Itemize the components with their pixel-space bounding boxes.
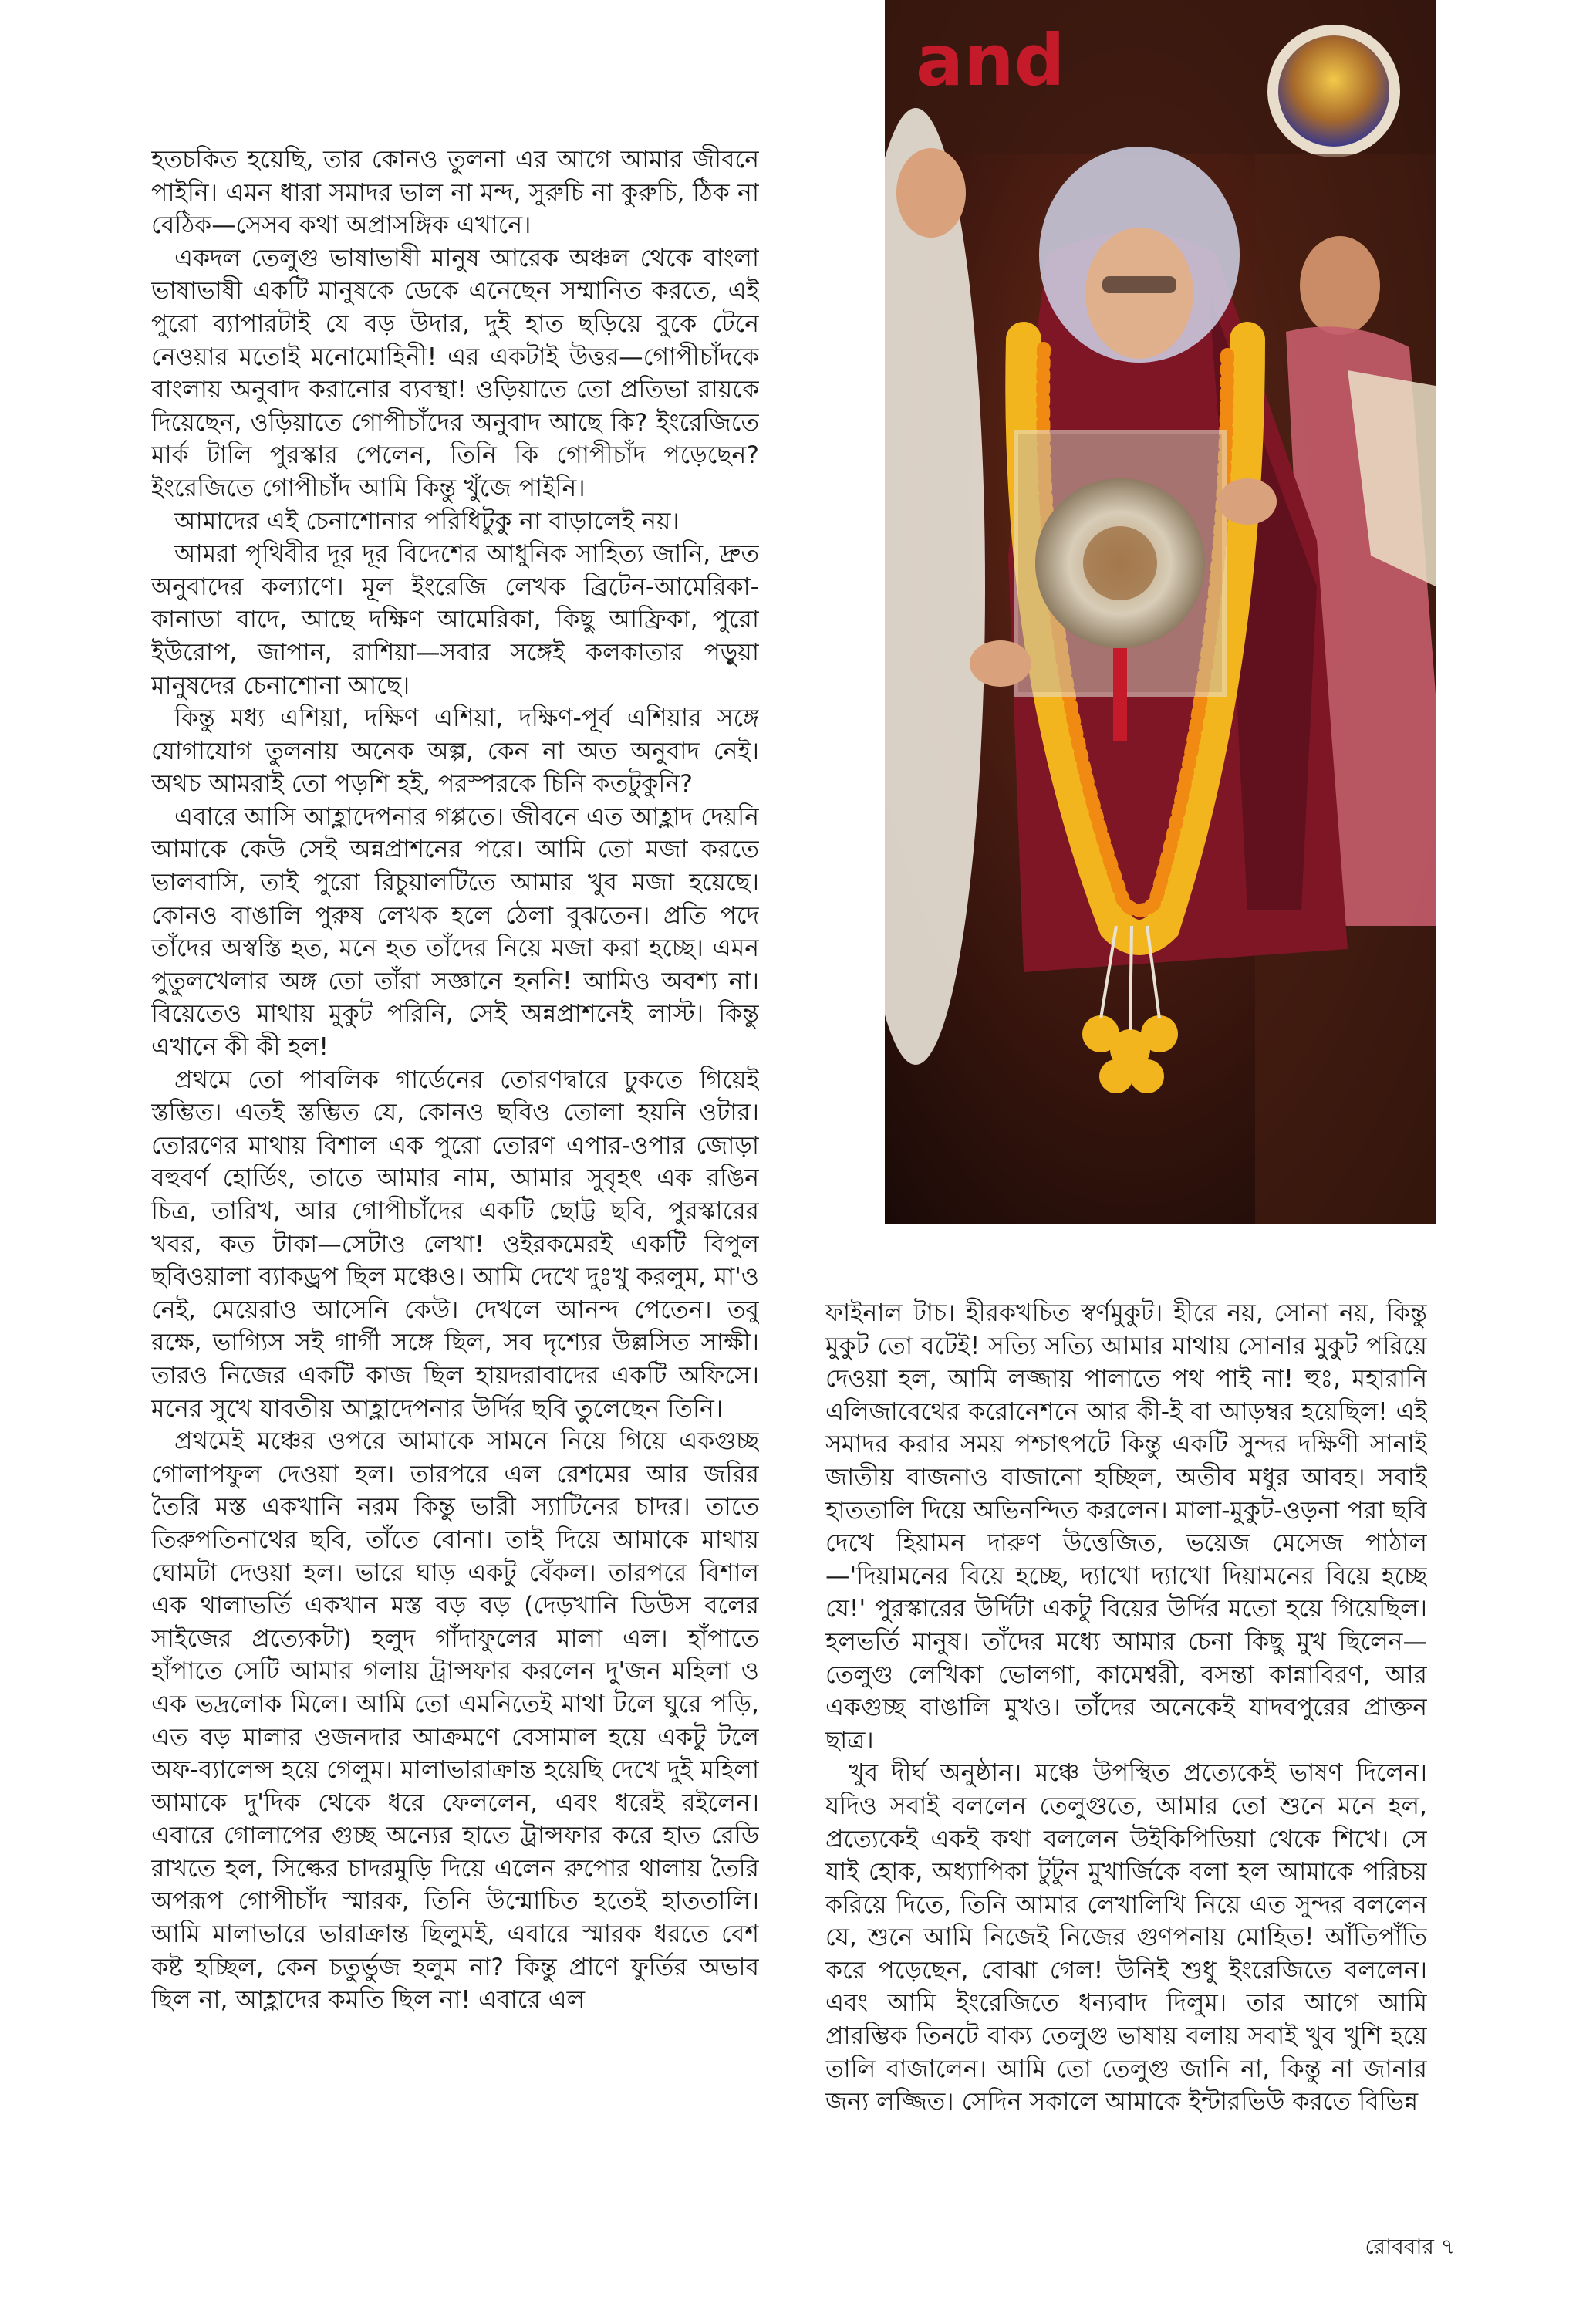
paragraph: কিন্তু মধ্য এশিয়া, দক্ষিণ এশিয়া, দক্ষিণ-পূর্ব এশিয়ার সঙ্গে যোগাযোগ তুলনায় অনেক অল্প, কেন না অত অনুবাদ নেই। অথচ আমরাই তো পড়শি হই, পরস্পরকে চিনি কতটুকুনি? bbox=[151, 704, 759, 799]
paragraph: আমরা পৃথিবীর দূর দূর বিদেশের আধুনিক সাহিত্য জানি, দ্রুত অনুবাদের কল্যাণে। মূল ইংরেজি লেখক ব্রিটেন-আমেরিকা-কানাডা বাদে, আছে দক্ষিণ আমেরিকা, কিছু আফ্রিকা, পুরো ইউরোপ, জাপান, রাশিয়া—সবার সঙ্গেই কলকাতার পড়ুয়া মানুষদের চেনাশোনা আছে। bbox=[151, 540, 759, 700]
article-left-column bbox=[151, 144, 759, 2200]
paragraph: খুব দীর্ঘ অনুষ্ঠান। মঞ্চে উপস্থিত প্রত্যেকেই ভাষণ দিলেন। যদিও সবাই বললেন তেলুগুতে, আমার তো শুনে মনে হল, প্রত্যেকেই একই কথা বললেন উইকিপিডিয়া থেকে শিখে। সে যাই হোক, অধ্যাপিকা টুটুন মুখার্জিকে বলা হল আমাকে পরিচয় করিয়ে দিতে, তিনি আমার লেখালিখি নিয়ে এত সুন্দর বললেন যে, শুনে আমি নিজেই নিজের গুণপনায় মোহিত! আঁতিপাঁতি করে পড়েছেন, বোঝা গেল! উনিই শুধু ইংরেজিতে বললেন। এবং আমি ইংরেজিতে ধন্যবাদ দিলুম। তার আগে আমি প্রারম্ভিক তিনটে বাক্য তেলুগু ভাষায় বলায় সবাই খুব খুশি হয়ে তালি বাজালেন। আমি তো তেলুগু জানি না, কিন্তু না জানার জন্য লজ্জিত। সেদিন সকালে আমাকে ইন্টারভিউ করতে বিভিন্ন bbox=[825, 1759, 1427, 2116]
article-right-column bbox=[825, 1297, 1427, 2200]
banner-fragment: and bbox=[916, 19, 1065, 102]
banner-logo-inner bbox=[1278, 35, 1389, 147]
plaque-ribbon bbox=[1113, 648, 1127, 741]
presenter-hand-left bbox=[970, 640, 1031, 687]
paragraph: আমাদের এই চেনাশোনার পরিধিটুকু না বাড়ালেই নয়। bbox=[174, 507, 680, 535]
presenter-hand-right bbox=[1218, 478, 1277, 525]
plaque-plate-center bbox=[1083, 526, 1157, 600]
honoree-glasses bbox=[1102, 276, 1176, 293]
paragraph: প্রথমে তো পাবলিক গার্ডেনের তোরণদ্বারে ঢুকতে গিয়েই স্তম্ভিত। এতই স্তম্ভিত যে, কোনও ছবিও তোলা হয়নি ওটার। তোরণের মাথায় বিশাল এক পুরো তোরণ এপার-ওপার জোড়া বহুবর্ণ হোর্ডিং, তাতে আমার নাম, আমার সুবৃহৎ এক রঙিন চিত্র, তারিখ, আর গোপীচাঁদের একটি ছোট্ট ছবি, পুরস্কারের খবর, কত টাকা—সেটাও লেখা! ওইরকমেরই একটি বিপুল ছবিওয়ালা ব্যাকড্রপ ছিল মঞ্চেও। আমি দেখে দুঃখু করলুম, মা'ও নেই, মেয়েরাও আসেনি কেউ। দেখলে আনন্দ পেতেন। তবু রক্ষে, ভাগ্যিস সই গার্গী সঙ্গে ছিল, সব দৃশ্যের উল্লসিত সাক্ষী। তারও নিজের একটি কাজ ছিল হায়দরাবাদের একটি অফিসে। মনের সুখে যাবতীয় আহ্লাদেপনার উর্দির ছবি তুলেছেন তিনি। bbox=[151, 1066, 759, 1423]
paragraph: এবারে আসি আহ্লাদেপনার গপ্পতে। জীবনে এত আহ্লাদ দেয়নি আমাকে কেউ সেই অন্নপ্রাশনের পরে। আমি তো মজা করতে ভালবাসি, তাই পুরো রিচুয়ালটিতে আমার খুব মজা হয়েছে। কোনও বাঙালি পুরুষ লেখক হলে ঠেলা বুঝতেন। প্রতি পদে তাঁদের অস্বস্তি হত, মনে হত তাঁদের নিয়ে মজা করা হচ্ছে। এমন পুতুলখেলার অঙ্গ তো তাঁরা সজ্ঞানে হননি! আমিও অবশ্য না। বিয়েতেও মাথায় মুকুট পরিনি, সেই অন্নপ্রাশনেই লাস্ট। কিন্তু এখানে কী কী হল! bbox=[151, 802, 759, 1062]
attendee-right-head bbox=[1300, 236, 1380, 335]
paragraph: ফাইনাল টাচ। হীরকখচিত স্বর্ণমুকুট। হীরে নয়, সোনা নয়, কিন্তু মুকুট তো বটেই! সত্যি সত্যি আমার মাথায় সোনার মুকুট পরিয়ে দেওয়া হল, আমি লজ্জায় পালাতে পথ পাই না! হুঃ, মহারানি এলিজাবেথের করোনেশনে আর কী-ই বা আড়ম্বর হয়েছিল! এই সমাদর করার সময় পশ্চাৎপটে কিন্তু একটি সুন্দর দক্ষিণী সানাই জাতীয় বাজনাও বাজানো হচ্ছিল, অতীব মধুর আবহ। সবাই হাততালি দিয়ে অভিনন্দিত করলেন। মালা-মুকুট-ওড়না পরা ছবি দেখে হিয়ামন দারুণ উত্তেজিত, ভয়েজ মেসেজ পাঠাল—'দিয়ামনের বিয়ে হচ্ছে, দ্যাখো দ্যাখো দিয়ামনের বিয়ে হচ্ছে যে!' পুরস্কারের উর্দিটা একটু বিয়ের উর্দির মতো হয়ে গিয়েছিল। হলভর্তি মানুষ। তাঁদের মধ্যে আমার চেনা কিছু মুখ ছিলেন—তেলুগু লেখিকা ভোলগা, কামেশ্বরী, বসন্তা কান্নাবিরণ, আর একগুচ্ছ বাঙালি মুখও। তাঁদের অনেকেই যাদবপুরের প্রাক্তন ছাত্র। bbox=[825, 1299, 1427, 1755]
paragraph: একদল তেলুগু ভাষাভাষী মানুষ আরেক অঞ্চল থেকে বাংলা ভাষাভাষী একটি মানুষকে ডেকে এনেছেন সম্মানিত করতে, এই পুরো ব্যাপারটাই যে বড় উদার, দুই হাত ছড়িয়ে বুকে টেনে নেওয়ার মতোই মনোমোহিনী! এর একটাই উত্তর—গোপীচাঁদকে বাংলায় অনুবাদ করানোর ব্যবস্থা! ওড়িয়াতে তো প্রতিভা রায়কে দিয়েছেন, ওড়িয়াতে গোপীচাঁদের অনুবাদ আছে কি? ইংরেজিতে মার্ক টালি পুরস্কার পেলেন, তিনি কি গোপীচাঁদ পড়েছেন? ইংরেজিতে গোপীচাঁদ আমি কিন্তু খুঁজে পাইনি। bbox=[151, 244, 759, 502]
paragraph: হতচকিত হয়েছি, তার কোনও তুলনা এর আগে আমার জীবনে পাইনি। এমন ধারা সমাদর ভাল না মন্দ, সুরুচি না কুরুচি, ঠিক না বেঠিক—সেসব কথা অপ্রাসঙ্গিক এখানে। bbox=[151, 146, 759, 240]
award-ceremony-photo bbox=[885, 0, 1436, 1224]
paragraph: প্রথমেই মঞ্চের ওপরে আমাকে সামনে নিয়ে গিয়ে একগুচ্ছ গোলাপফুল দেওয়া হল। তারপরে এল রেশমের আর জরির তৈরি মস্ত একখানি নরম কিন্তু ভারী স্যাটিনের চাদর। তাতে তিরুপতিনাথের ছবি, তাঁতে বোনা। তাই দিয়ে আমাকে মাথায় ঘোমটা দেওয়া হল। ভারে ঘাড় একটু বেঁকল। তারপরে বিশাল এক থালাভর্তি একখান মস্ত বড় বড় (দেড়খানি ডিউস বলের সাইজের প্রত্যেকটা) হলুদ গাঁদাফুলের মালা এল। হাঁপাতে হাঁপাতে সেটি আমার গলায় ট্রান্সফার করলেন দু'জন মহিলা ও এক ভদ্রলোক মিলে। আমি তো এমনিতেই মাথা টলে ঘুরে পড়ি, এত বড় মালার ওজনদার আক্রমণে বেসামাল হয়ে একটু টলে অফ-ব্যালেন্স হয়ে গেলুম। মালাভারাক্রান্ত হয়েছি দেখে দুই মহিলা আমাকে দু'দিক থেকে ধরে ফেললেন, এবং ধরেই রইলেন। এবারে গোলাপের গুচ্ছ অন্যের হাতে ট্রান্সফার করে হাত রেডি রাখতে হল, সিল্কের চাদরমুড়ি দিয়ে এলেন রুপোর থালায় তৈরি অপরূপ গোপীচাঁদ স্মারক, তিনি উন্মোচিত হতেই হাততালি। আমি মালাভারে ভারাক্রান্ত ছিলুমই, এবারে স্মারক ধরতে বেশ কষ্ট হচ্ছিল, কেন চতুর্ভুজ হলুম না? কিন্তু প্রাণে ফুর্তির অভাব ছিল না, আহ্লাদের কমতি ছিল না! এবারে এল bbox=[151, 1427, 759, 2015]
presenter-head bbox=[896, 148, 966, 238]
page-folio: রোববার ৭ bbox=[1365, 2234, 1455, 2259]
